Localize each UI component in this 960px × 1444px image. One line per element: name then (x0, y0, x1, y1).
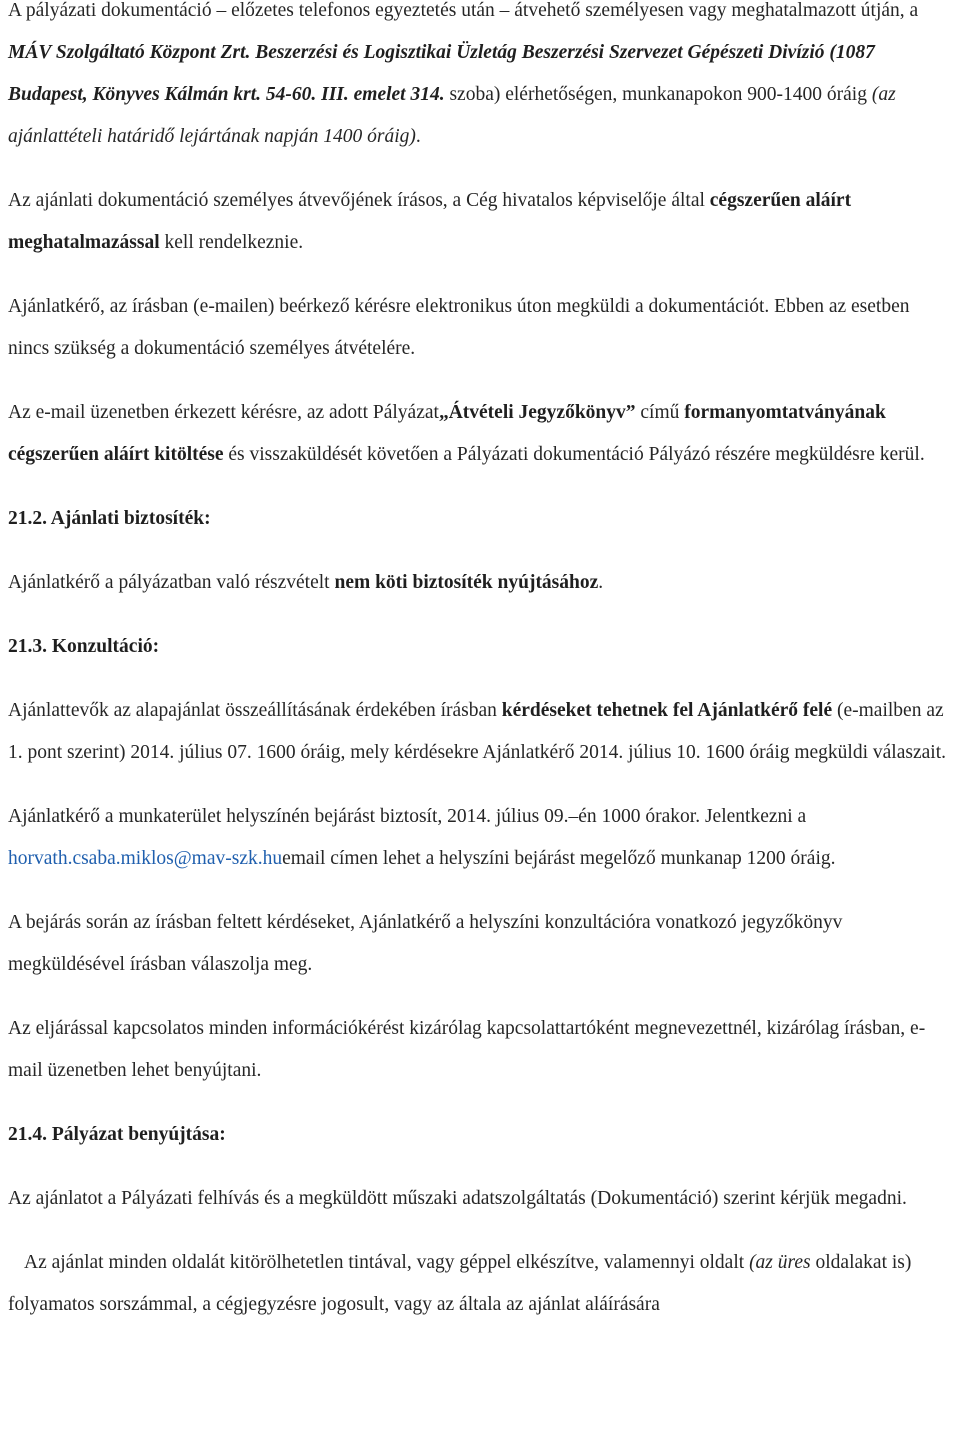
text: Az ajánlati dokumentáció személyes átvevőjének írásos, a Cég hivatalos képviselője által (8, 190, 710, 211)
text: Az eljárással kapcsolatos minden információkérést kizárólag kapcsolattartóként megnevezettnél, kizárólag írásban, e-mail üzenetben lehet benyújtani. (8, 1018, 926, 1081)
text: és visszaküldését követően a Pályázati dokumentáció Pályázó részére megküldésre kerül. (223, 444, 925, 465)
document-page (8, 0, 952, 1326)
text: A pályázati dokumentáció – előzetes telefonos egyeztetés után – átvehető személyesen vagy meghatalmazott útján, a (8, 0, 919, 21)
text: Az e-mail üzenetben érkezett kérésre, az adott Pályázat (8, 402, 439, 423)
section-heading-21-3: 21.3. Konzultáció: (8, 636, 160, 657)
text: Az ajánlat minden oldalát kitörölhetetlen tintával, vagy géppel elkészítve, valamennyi oldalt (24, 1252, 750, 1273)
text: oldalakat is) folyamatos sorszámmal, a cégjegyzésre jogosult, vagy az általa az ajánlat aláírására (8, 1252, 912, 1315)
text: email címen lehet a helyszíni bejárást megelőző munkanap 1200 óráig. (282, 848, 836, 869)
paragraph-authorization (8, 180, 952, 264)
text: című (635, 402, 685, 423)
paragraph-bullet-pages (8, 1242, 952, 1326)
paragraph-documentation-pickup (8, 0, 952, 158)
bold-phrase: nem köti biztosíték nyújtásához (334, 572, 599, 593)
paragraph-guarantee (8, 562, 952, 604)
address-emphasis: MÁV Szolgáltató Központ Zrt. Beszerzési és Logisztikai Üzletág Beszerzési Szervezet Gépészeti Divízió (1087 Budapest, Könyves Kálmán krt. 54-60. III. emelet 314. (8, 42, 875, 105)
paragraph-email-request (8, 392, 952, 476)
deadline-note: (az ajánlattételi határidő lejártának napján 1400 óráig) (8, 84, 896, 147)
bold-phrase: kérdéseket tehetnek fel Ajánlatkérő felé (501, 700, 833, 721)
text: Ajánlatkérő, az írásban (e-mailen) beérkező kérésre elektronikus úton megküldi a dokumentációt. Ebben az esetben nincs szükség a dokumentáció személyes átvételére. (8, 296, 910, 359)
section-heading-21-2: 21.2. Ajánlati biztosíték: (8, 508, 211, 529)
paragraph-site-visit-answers (8, 902, 952, 986)
paragraph-questions (8, 690, 952, 774)
text: . (415, 126, 421, 147)
paragraph-electronic-delivery (8, 286, 952, 370)
section-heading-21-4: 21.4. Pályázat benyújtása: (8, 1124, 226, 1145)
text: A bejárás során az írásban feltett kérdéseket, Ajánlatkérő a helyszíni konzultációra vonatkozó jegyzőkönyv megküldésével írásban válaszolja meg. (8, 912, 843, 975)
text: Ajánlatkérő a pályázatban való részvételt (8, 572, 335, 593)
italic-phrase: (az üres (749, 1252, 811, 1273)
bold-phrase: „Átvételi Jegyzőkönyv” (438, 402, 636, 423)
text: Az ajánlatot a Pályázati felhívás és a megküldött műszaki adatszolgáltatás (Dokumentáció) szerint kérjük megadni. (8, 1188, 907, 1209)
text: Ajánlatkérő a munkaterület helyszínén bejárást biztosít, 2014. július 09.–én 1000 órakor. Jelentkezni a (8, 806, 807, 827)
text: szoba) elérhetőségen, munkanapokon 900-1400 óráig (444, 84, 872, 105)
paragraph-site-visit (8, 796, 952, 880)
text: . (598, 572, 604, 593)
paragraph-info-requests (8, 1008, 952, 1092)
text: (e-mailben az 1. pont szerint) 2014. július 07. 1600 óráig, mely kérdésekre Ajánlatkérő 2014. július 10. 1600 óráig megküldi válaszait. (8, 700, 946, 763)
text: Ajánlattevők az alapajánlat összeállításának érdekében írásban (8, 700, 502, 721)
text: kell rendelkeznie. (159, 232, 304, 253)
bold-phrase: formanyomtatványának cégszerűen aláírt kitöltése (8, 402, 886, 465)
contact-email-link[interactable]: horvath.csaba.miklos@mav-szk.hu (8, 848, 283, 869)
bold-phrase: cégszerűen aláírt meghatalmazással (8, 190, 852, 253)
paragraph-submission (8, 1178, 952, 1220)
